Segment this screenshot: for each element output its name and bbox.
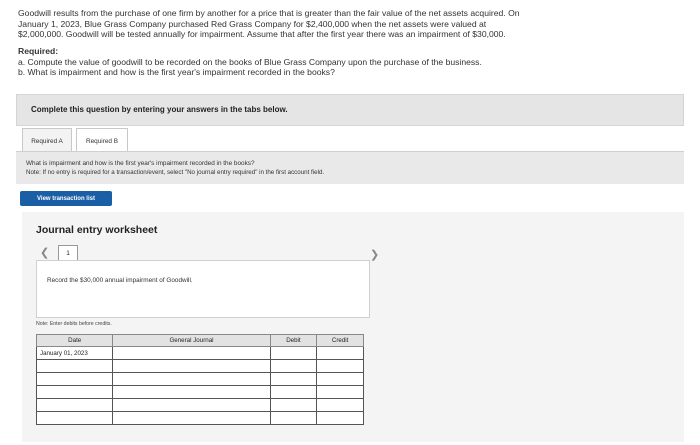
credit-cell[interactable] bbox=[317, 373, 364, 386]
account-cell[interactable] bbox=[113, 373, 270, 386]
tab-required-b[interactable]: Required B bbox=[76, 128, 128, 154]
account-cell[interactable] bbox=[113, 347, 270, 360]
record-instruction-box bbox=[36, 260, 370, 318]
credit-cell[interactable] bbox=[317, 360, 364, 373]
view-transaction-list-button[interactable]: View transaction list bbox=[20, 191, 112, 206]
required-b: b. What is impairment and how is the first year's impairment recorded in the books? bbox=[18, 67, 335, 78]
problem-line: January 1, 2023, Blue Grass Company purchased Red Grass Company for $2,400,000 when the net assets were valued at bbox=[18, 18, 487, 29]
table-row bbox=[37, 386, 364, 399]
column-header-general-journal: General Journal bbox=[113, 335, 270, 347]
column-header-date: Date bbox=[37, 335, 113, 347]
table-row bbox=[37, 360, 364, 373]
credit-cell[interactable] bbox=[317, 412, 364, 425]
date-cell[interactable] bbox=[37, 360, 113, 373]
date-cell[interactable] bbox=[37, 373, 113, 386]
required-title: Required: bbox=[18, 46, 59, 56]
account-cell[interactable] bbox=[113, 399, 270, 412]
debit-credit-note: Note: Enter debits before credits. bbox=[36, 321, 112, 327]
column-header-credit: Credit bbox=[317, 335, 364, 347]
problem-line: $2,000,000. Goodwill will be tested annually for impairment. Assume that after the first year there was an impairment of $30,000. bbox=[18, 29, 506, 40]
debit-cell[interactable] bbox=[270, 412, 317, 425]
account-cell[interactable] bbox=[113, 386, 270, 399]
credit-cell[interactable] bbox=[317, 386, 364, 399]
table-row bbox=[37, 412, 364, 425]
required-a: a. Compute the value of goodwill to be recorded on the books of Blue Grass Company upon the purchase of the business. bbox=[18, 56, 482, 67]
question-note: Note: If no entry is required for a transaction/event, select "No journal entry required" in the first account field. bbox=[26, 169, 325, 176]
debit-cell[interactable] bbox=[270, 399, 317, 412]
debit-cell[interactable] bbox=[270, 347, 317, 360]
debit-cell[interactable] bbox=[270, 373, 317, 386]
page-number[interactable]: 1 bbox=[58, 245, 78, 262]
credit-cell[interactable] bbox=[317, 347, 364, 360]
instruction-text: Complete this question by entering your answers in the tabs below. bbox=[31, 105, 288, 114]
date-cell[interactable] bbox=[37, 399, 113, 412]
debit-cell[interactable] bbox=[270, 386, 317, 399]
journal-entry-worksheet bbox=[22, 212, 684, 442]
tab-bar bbox=[16, 126, 684, 154]
table-row bbox=[37, 347, 364, 360]
date-cell[interactable]: January 01, 2023 bbox=[37, 347, 113, 360]
date-cell[interactable] bbox=[37, 412, 113, 425]
table-header-row bbox=[37, 335, 364, 347]
record-text: Record the $30,000 annual impairment of Goodwill. bbox=[47, 277, 193, 284]
instruction-bar bbox=[16, 94, 684, 126]
chevron-right-icon[interactable]: ❯ bbox=[370, 249, 380, 261]
required-section bbox=[18, 46, 482, 78]
column-header-debit: Debit bbox=[270, 335, 317, 347]
credit-cell[interactable] bbox=[317, 399, 364, 412]
problem-statement bbox=[18, 8, 688, 40]
account-cell[interactable] bbox=[113, 360, 270, 373]
debit-cell[interactable] bbox=[270, 360, 317, 373]
question-text: What is impairment and how is the first year's impairment recorded in the books? bbox=[26, 160, 255, 167]
problem-line: Goodwill results from the purchase of one firm by another for a price that is greater than the fair value of the net assets acquired. On bbox=[18, 8, 520, 18]
journal-table bbox=[36, 334, 364, 425]
date-cell[interactable] bbox=[37, 386, 113, 399]
account-cell[interactable] bbox=[113, 412, 270, 425]
table-row bbox=[37, 373, 364, 386]
chevron-left-icon[interactable]: ❮ bbox=[40, 247, 50, 259]
tab-required-a[interactable]: Required A bbox=[22, 128, 72, 154]
table-row bbox=[37, 399, 364, 412]
worksheet-title: Journal entry worksheet bbox=[36, 224, 158, 236]
question-panel bbox=[16, 151, 684, 184]
